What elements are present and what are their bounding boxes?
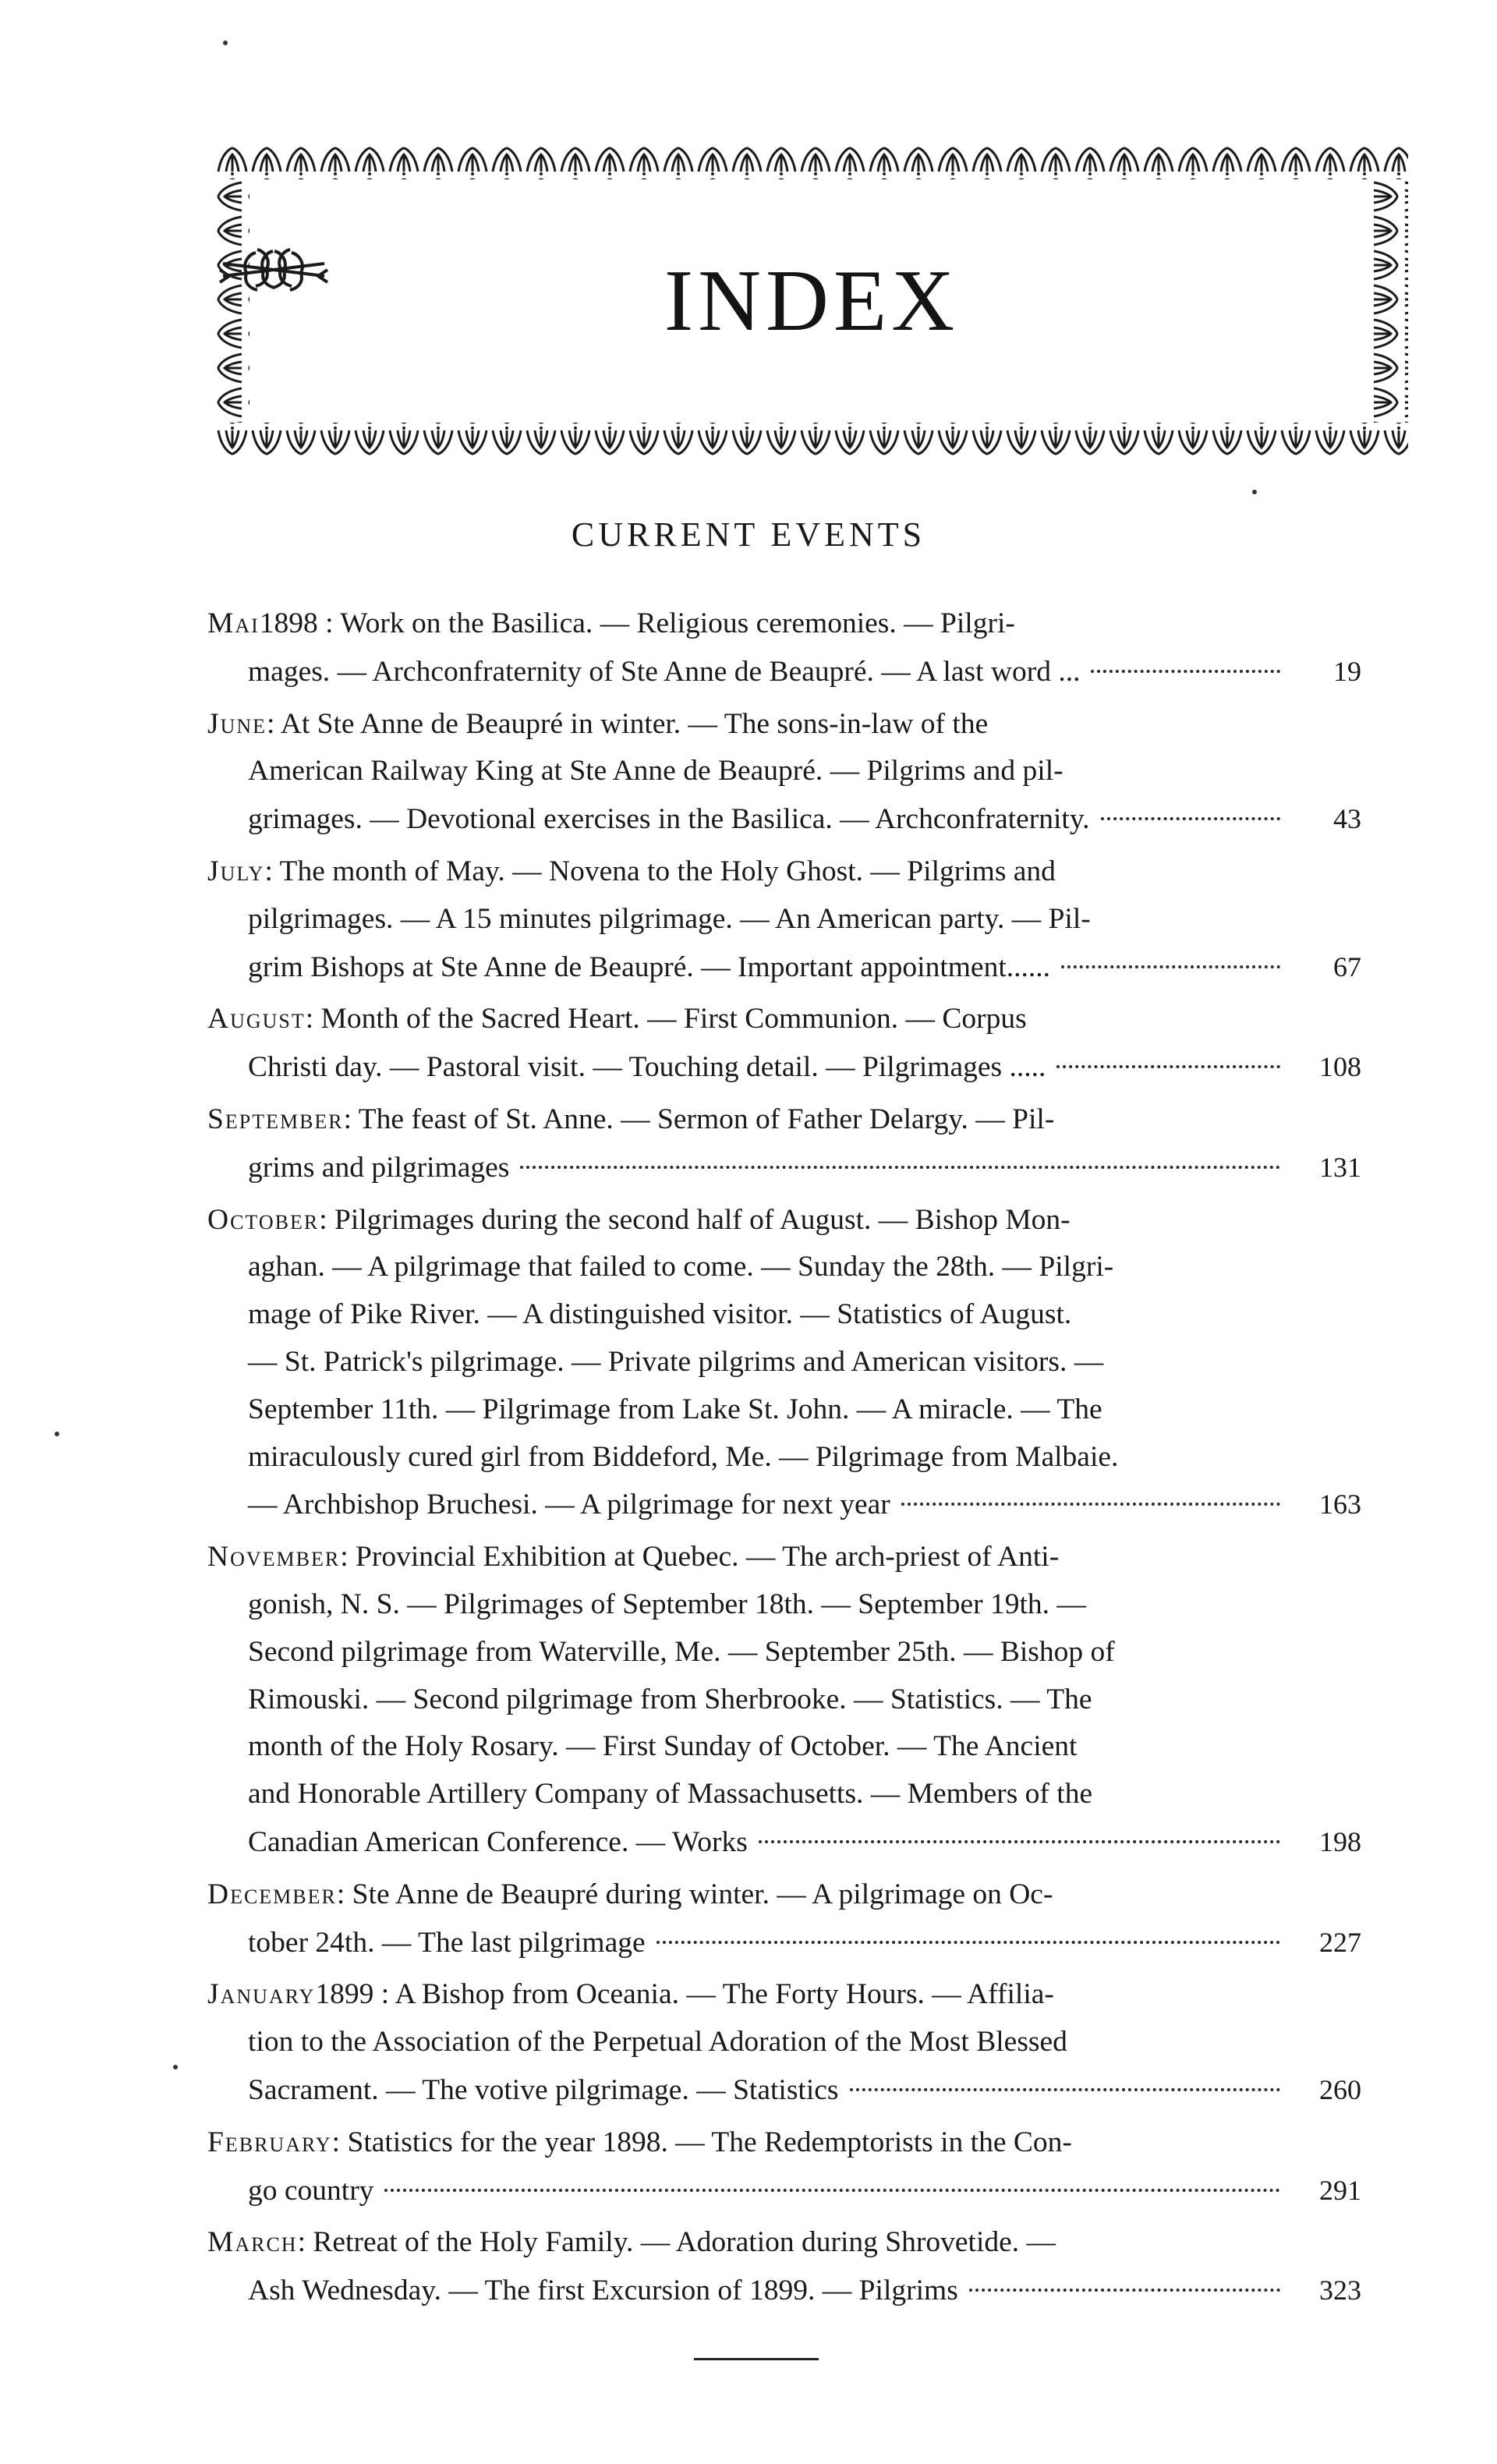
ornamental-frame	[215, 145, 1408, 465]
entry-text: tion to the Association of the Perpetual Adoration of the Most Blessed	[248, 2026, 1067, 2059]
entry-month: August	[207, 1003, 306, 1036]
entry-month: July	[207, 855, 265, 887]
entry-line	[207, 848, 1361, 896]
entry-text: American Railway King at Ste Anne de Beaupré. — Pilgrims and pil-	[248, 755, 1063, 788]
leader-dots	[759, 1840, 1280, 1843]
entry-line	[207, 2066, 1361, 2115]
entry-line	[207, 996, 1361, 1043]
entry-line	[207, 1871, 1361, 1919]
index-entry	[207, 996, 1361, 1092]
title-row	[215, 246, 1408, 356]
entry-line	[207, 1197, 1361, 1244]
entry-page-number: 323	[1319, 2275, 1361, 2306]
entry-text: and Honorable Artillery Company of Massachusetts. — Members of the	[248, 1778, 1093, 1811]
entry-line	[207, 748, 1361, 795]
entry-line	[207, 1386, 1361, 1434]
section-heading: CURRENT EVENTS	[571, 515, 926, 554]
leader-dots	[850, 2088, 1281, 2091]
entry-page-number: 291	[1319, 2174, 1361, 2206]
entry-line	[207, 1629, 1361, 1676]
leader-dots	[1101, 817, 1280, 820]
entry-page-number: 67	[1333, 951, 1361, 982]
entry-line	[207, 943, 1361, 992]
leader-dots	[520, 1166, 1280, 1169]
entry-line	[207, 2267, 1361, 2315]
entry-page-number: 131	[1319, 1151, 1361, 1183]
entry-line	[207, 1818, 1361, 1867]
entry-text: go country	[248, 2174, 374, 2207]
entry-text: : At Ste Anne de Beaupré in winter. — The sons-in-law of the	[267, 707, 989, 740]
leader-dots	[656, 1941, 1280, 1944]
entry-text: grim Bishops at Ste Anne de Beaupré. — Important appointment......	[248, 951, 1050, 983]
entry-page-number: 227	[1319, 1926, 1361, 1958]
entry-text: : Pilgrimages during the second half of August. — Bishop Mon-	[319, 1203, 1071, 1236]
leader-dots	[969, 2289, 1280, 2292]
entry-line	[207, 600, 1361, 648]
entry-line	[207, 2167, 1361, 2215]
leader-dots	[1091, 670, 1280, 673]
entry-text: : The month of May. — Novena to the Holy Ghost. — Pilgrims and	[264, 855, 1056, 887]
entry-page-number: 198	[1319, 1825, 1361, 1857]
entry-text: 1899 : A Bishop from Oceania. — The Forty Hours. — Affilia-	[315, 1978, 1054, 2011]
entry-text: : Retreat of the Holy Family. — Adoration during Shrovetide. —	[297, 2226, 1056, 2259]
entry-text: Rimouski. — Second pilgrimage from Sherbrooke. — Statistics. — The	[248, 1683, 1092, 1715]
index-entry	[207, 1197, 1361, 1530]
entry-text: — St. Patrick's pilgrimage. — Private pilgrims and American visitors. —	[248, 1345, 1104, 1378]
leader-dots	[384, 2189, 1280, 2192]
entry-text: Second pilgrimage from Waterville, Me. — September 25th. — Bishop of	[248, 1635, 1115, 1668]
entry-text: : The feast of St. Anne. — Sermon of Father Delargy. — Pil-	[343, 1103, 1055, 1135]
index-entries	[207, 600, 1361, 2320]
entry-line	[207, 1434, 1361, 1482]
entry-text: : Ste Anne de Beaupré during winter. — A pilgrimage on Oc-	[336, 1878, 1053, 1910]
entry-line	[207, 648, 1361, 696]
entry-line	[207, 1971, 1361, 2019]
entry-line	[207, 1771, 1361, 1818]
entry-text: Canadian American Conference. — Works	[248, 1825, 748, 1858]
entry-line	[207, 1581, 1361, 1629]
entry-line	[207, 1534, 1361, 1581]
entry-text: Sacrament. — The votive pilgrimage. — Statistics	[248, 2073, 839, 2106]
entry-text: aghan. — A pilgrimage that failed to come. — Sunday the 28th. — Pilgri-	[248, 1251, 1114, 1283]
entry-line	[207, 1144, 1361, 1192]
right-sprig-icon	[215, 246, 332, 293]
entry-text: Christi day. — Pastoral visit. — Touching detail. — Pilgrimages .....	[248, 1051, 1046, 1084]
entry-page-number: 43	[1333, 803, 1361, 835]
entry-month: March	[207, 2226, 298, 2259]
entry-text: gonish, N. S. — Pilgrimages of September 18th. — September 19th. —	[248, 1588, 1086, 1620]
index-entry	[207, 701, 1361, 844]
entry-text: September 11th. — Pilgrimage from Lake St. John. — A miracle. — The	[248, 1393, 1102, 1425]
entry-line	[207, 1244, 1361, 1291]
entry-month: September	[207, 1103, 344, 1135]
entry-text: 1898 : Work on the Basilica. — Religious ceremonies. — Pilgri-	[259, 607, 1015, 639]
entry-line	[207, 2219, 1361, 2267]
entry-line	[207, 1291, 1361, 1339]
index-entry	[207, 1971, 1361, 2114]
entry-line	[207, 1043, 1361, 1092]
leader-dots	[1061, 965, 1280, 968]
entry-month: December	[207, 1878, 337, 1910]
entry-page-number: 19	[1333, 655, 1361, 687]
entry-text: month of the Holy Rosary. — First Sunday of October. — The Ancient	[248, 1730, 1078, 1763]
index-entry	[207, 2219, 1361, 2315]
entry-text: — Archbishop Bruchesi. — A pilgrimage for next year	[248, 1489, 890, 1521]
entry-month: November	[207, 1541, 341, 1574]
entry-text: pilgrimages. — A 15 minutes pilgrimage. — An American party. — Pil-	[248, 902, 1091, 935]
end-rule	[694, 2358, 819, 2360]
leader-dots	[901, 1503, 1280, 1506]
index-entry	[207, 1871, 1361, 1967]
entry-text: miraculously cured girl from Biddeford, Me. — Pilgrimage from Malbaie.	[248, 1440, 1119, 1473]
index-entry	[207, 848, 1361, 991]
entry-month: October	[207, 1203, 320, 1236]
entry-text: Ash Wednesday. — The first Excursion of 1899. — Pilgrims	[248, 2275, 958, 2307]
entry-line	[207, 795, 1361, 844]
entry-text: grims and pilgrimages	[248, 1151, 510, 1184]
entry-text: : Month of the Sacred Heart. — First Communion. — Corpus	[305, 1003, 1027, 1036]
entry-text: : Provincial Exhibition at Quebec. — The arch-priest of Anti-	[340, 1541, 1060, 1574]
entry-line	[207, 1096, 1361, 1144]
entry-line	[207, 1481, 1361, 1529]
entry-month: June	[207, 707, 267, 740]
entry-line	[207, 1339, 1361, 1386]
entry-text: grimages. — Devotional exercises in the Basilica. — Archconfraternity.	[248, 803, 1090, 836]
index-entry	[207, 2119, 1361, 2215]
entry-text: : Statistics for the year 1898. — The Redemptorists in the Con-	[331, 2126, 1072, 2158]
entry-page-number: 260	[1319, 2073, 1361, 2105]
index-entry	[207, 1534, 1361, 1867]
entry-line	[207, 2119, 1361, 2167]
entry-line	[207, 1676, 1361, 1724]
entry-month: February	[207, 2126, 332, 2158]
entry-line	[207, 2019, 1361, 2066]
entry-page-number: 163	[1319, 1489, 1361, 1521]
leader-dots	[1056, 1065, 1280, 1068]
entry-line	[207, 701, 1361, 749]
entry-month: January	[207, 1978, 316, 2011]
entry-page-number: 108	[1319, 1051, 1361, 1083]
entry-month: Mai	[207, 607, 260, 639]
entry-text: mage of Pike River. — A distinguished visitor. — Statistics of August.	[248, 1298, 1072, 1331]
entry-line	[207, 896, 1361, 943]
entry-text: tober 24th. — The last pilgrimage	[248, 1926, 646, 1959]
entry-text: mages. — Archconfraternity of Ste Anne de Beaupré. — A last word ...	[248, 655, 1081, 688]
index-entry	[207, 600, 1361, 696]
entry-line	[207, 1919, 1361, 1967]
index-entry	[207, 1096, 1361, 1192]
entry-line	[207, 1723, 1361, 1771]
page-title: INDEX	[664, 253, 960, 349]
